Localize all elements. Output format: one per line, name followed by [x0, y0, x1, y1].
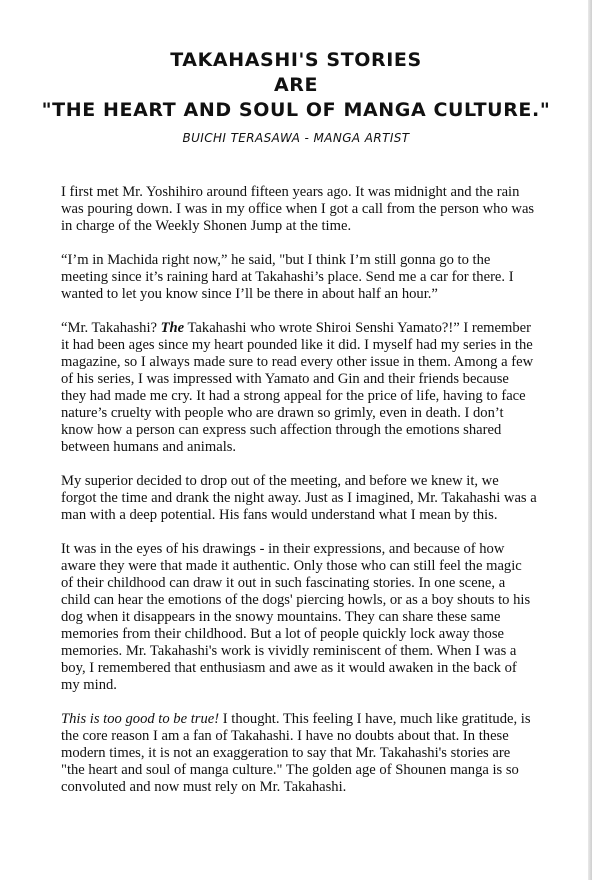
paragraph-2: “I’m in Machida right now,” he said, "but I think I’m still gonna go to the meeting since it’s raining hard at Takahashi’s place. Send me a car for there. I wanted to let you know since I’ll be there in about half an hour.” — [61, 252, 514, 302]
emphasis-the: The — [160, 320, 185, 336]
paragraph-6 — [61, 711, 537, 796]
byline: BUICHI TERASAWA - MANGA ARTIST — [182, 131, 410, 145]
title-line-3: "THE HEART AND SOUL OF MANGA CULTURE." — [41, 99, 551, 121]
title-line-1: TAKAHASHI'S STORIES — [170, 49, 422, 71]
paragraph-4: My superior decided to drop out of the meeting, and before we knew it, we forgot the time and drank the night away. Just as I imagined, Mr. Takahashi was a man with a deep potential. His fans would understand what I mean by this. — [61, 473, 537, 523]
article-body — [61, 184, 537, 796]
paragraph-6-italic: This is too good to be true! — [61, 711, 220, 727]
article-header — [0, 48, 592, 147]
paragraph-3-rest: Takahashi who wrote Shiroi Senshi Yamato?!” I remember it had been ages since my heart pounded like it did. I myself had my series in the magazine, so I always made sure to read every other issue in them. Among a few of his series, I was impressed with Yamato and Gin and their friends because they had made me cry. It had a strong appeal for the price of life, having to face nature’s cruelty with people who are drawn so grimly, even in death. I don’t know how a person can express such affection through the emotions shared between humans and animals. — [61, 320, 534, 455]
paragraph-3-start: “Mr. Takahashi? — [61, 320, 161, 336]
paragraph-6-rest: I thought. This feeling I have, much like gratitude, is the core reason I am a fan of Takahashi. I have no doubts about that. In these modern times, it is not an exaggeration to say that Mr. Takahashi's stories are "the heart and soul of manga culture." The golden age of Shounen manga is so convoluted and now must rely on Mr. Takahashi. — [61, 711, 531, 795]
paragraph-1: I first met Mr. Yoshihiro around fifteen years ago. It was midnight and the rain was pouring down. I was in my office when I got a call from the person who was in charge of the Weekly Shonen Jump at the time. — [61, 184, 535, 234]
paragraph-3 — [61, 320, 537, 456]
paragraph-5: It was in the eyes of his drawings - in their expressions, and because of how aware they were that made it authentic. Only those who can still feel the magic of their childhood can draw it out in such fascinating stories. In one scene, a child can hear the emotions of the dogs' piercing howls, or as a boy shouts to his dog when it disappears in the snowy mountains. They can share these same memories from their childhood. But a lot of people quickly lock away those memories. Mr. Takahashi's work is vividly reminiscent of them. When I was a boy, I remembered that enthusiasm and awe as it would awaken in the back of my mind. — [61, 541, 531, 693]
title-line-2: ARE — [273, 74, 319, 96]
